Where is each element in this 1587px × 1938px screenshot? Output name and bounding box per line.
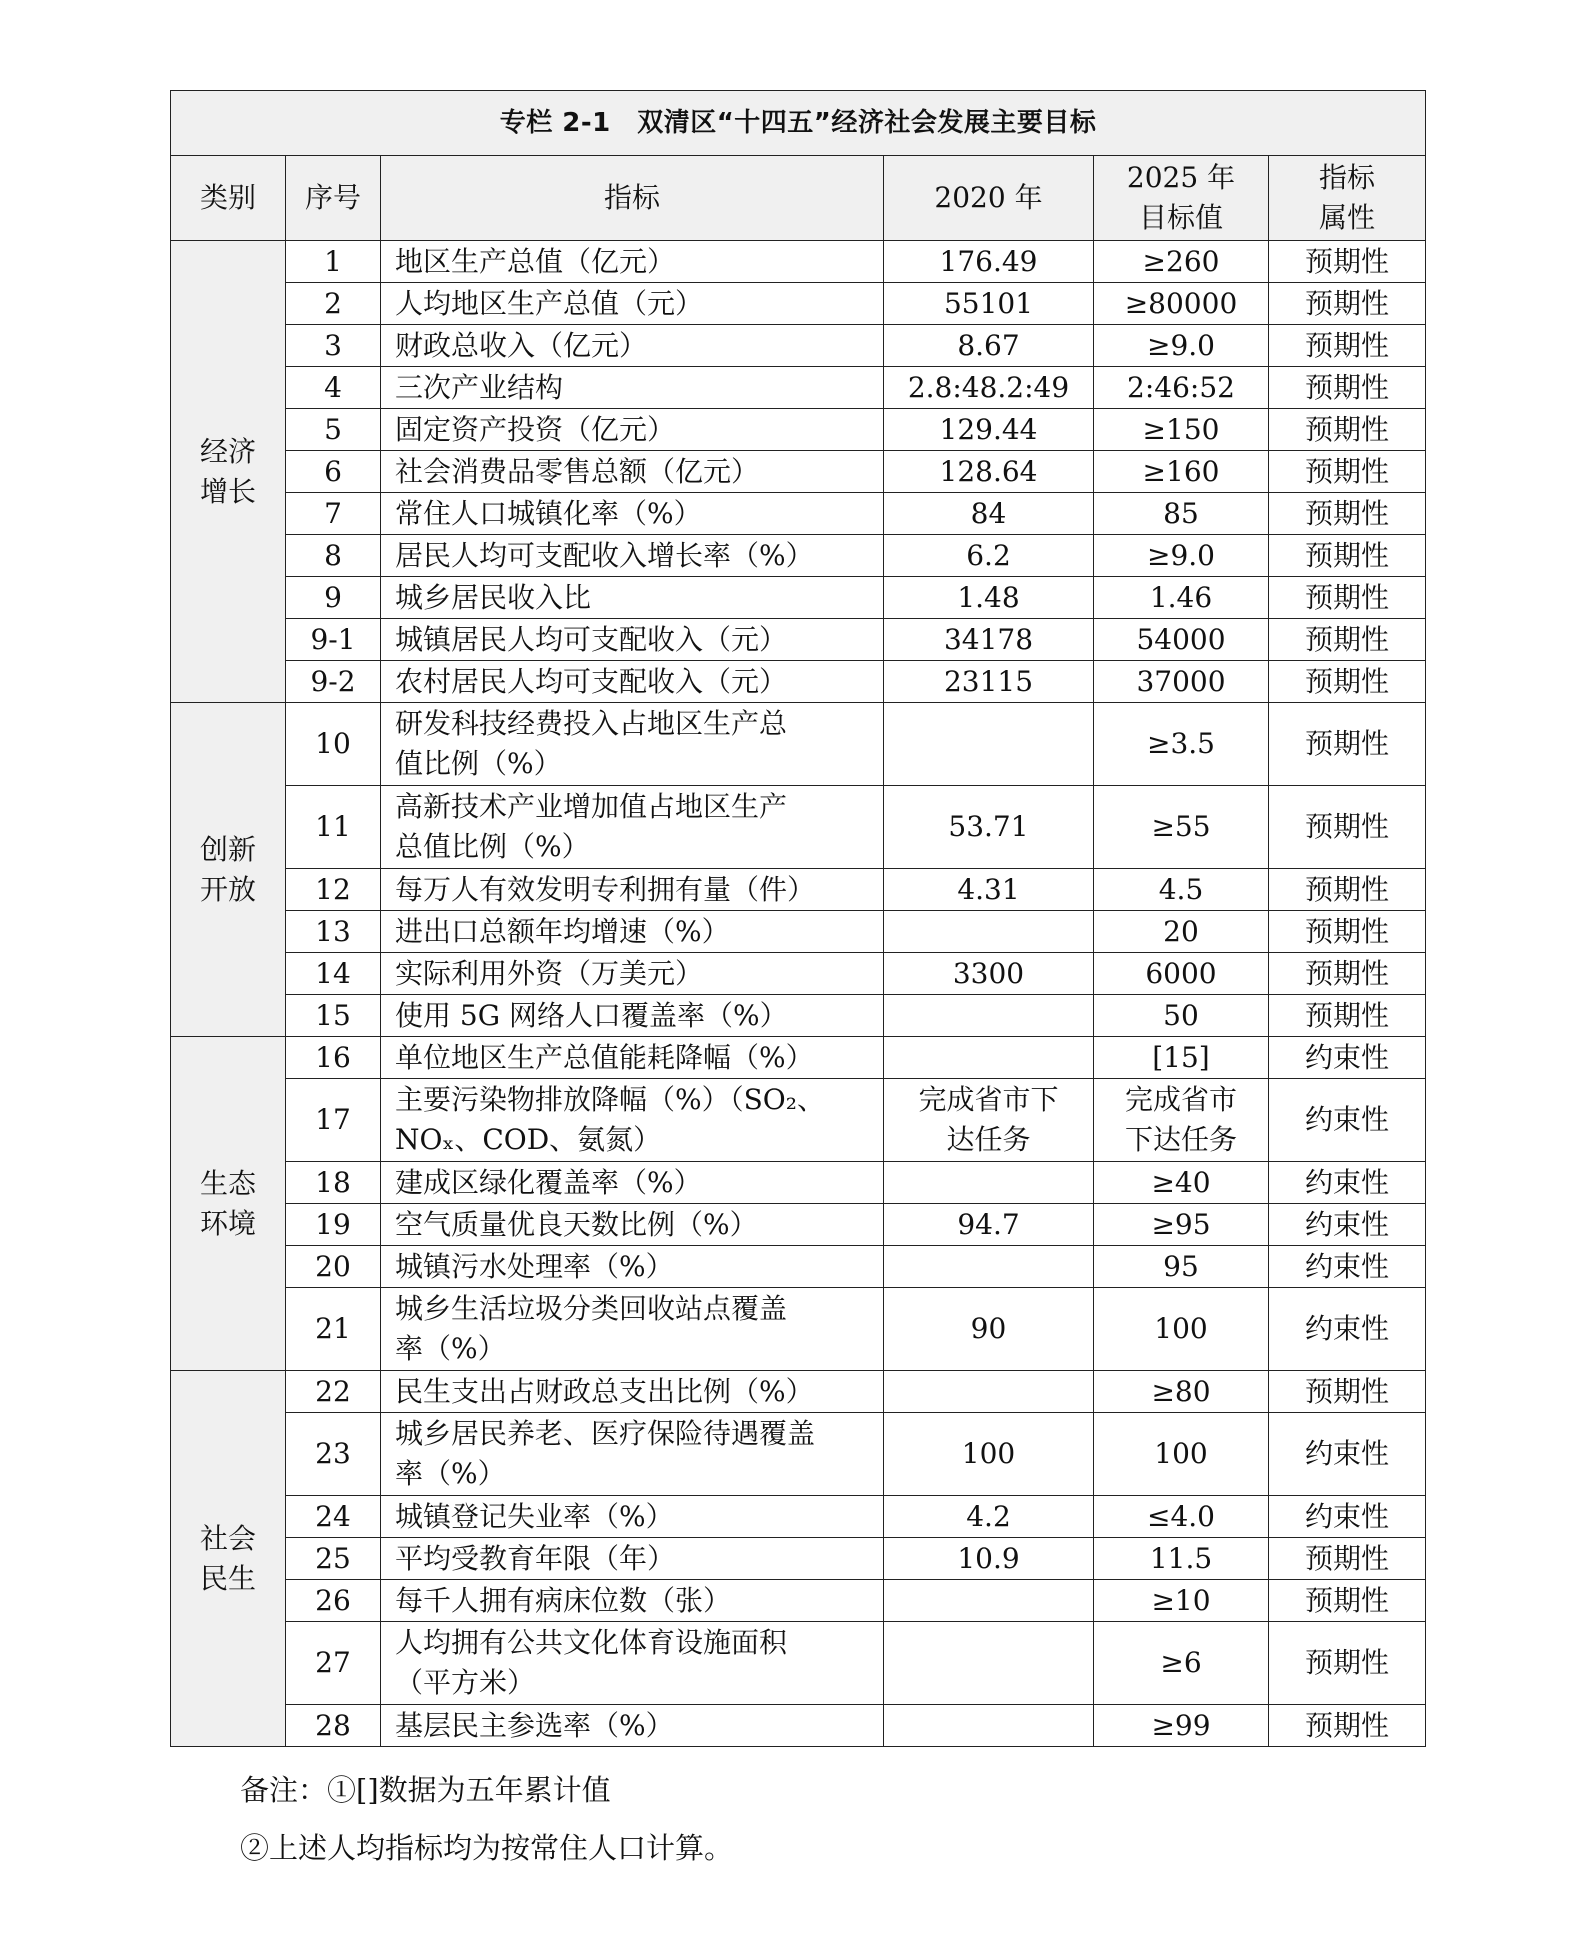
seq-cell: 9-1: [286, 619, 381, 661]
indicator-line2: NOₓ、COD、氨氮）: [395, 1123, 662, 1156]
category-line1: 经济: [199, 434, 256, 468]
value-2020-cell: [884, 703, 1094, 786]
table-row: [171, 325, 1426, 367]
table-row: [171, 1246, 1426, 1288]
target-2025-cell: ≥260: [1094, 241, 1269, 283]
category-cell: [171, 703, 286, 1037]
indicator-cell: 空气质量优良天数比例（%）: [381, 1204, 884, 1246]
attribute-cell: 约束性: [1269, 1413, 1426, 1496]
table-row: [171, 786, 1426, 869]
target-2025-cell: ≥40: [1094, 1162, 1269, 1204]
target-2025-cell: 4.5: [1094, 869, 1269, 911]
note-2: ②上述人均指标均为按常住人口计算。: [240, 1831, 734, 1865]
target-2025-cell: 20: [1094, 911, 1269, 953]
seq-cell: 17: [286, 1079, 381, 1162]
attribute-cell: 预期性: [1269, 786, 1426, 869]
target-2025-cell: ≥10: [1094, 1580, 1269, 1622]
target-2025-cell: ≥3.5: [1094, 703, 1269, 786]
value-2020-cell: [884, 1079, 1094, 1162]
seq-cell: 14: [286, 953, 381, 995]
seq-cell: 15: [286, 995, 381, 1037]
indicator-cell: 民生支出占财政总支出比例（%）: [381, 1371, 884, 1413]
seq-cell: 23: [286, 1413, 381, 1496]
attribute-cell: 预期性: [1269, 535, 1426, 577]
table-row: [171, 493, 1426, 535]
seq-cell: 3: [286, 325, 381, 367]
seq-cell: 19: [286, 1204, 381, 1246]
category-line2: 民生: [199, 1561, 256, 1595]
value-2020-cell: 10.9: [884, 1538, 1094, 1580]
seq-cell: 4: [286, 367, 381, 409]
seq-cell: 25: [286, 1538, 381, 1580]
table-row: [171, 1288, 1426, 1371]
target-2025-cell: 11.5: [1094, 1538, 1269, 1580]
target-2025-cell: ≤4.0: [1094, 1496, 1269, 1538]
indicator-cell: 三次产业结构: [381, 367, 884, 409]
category-line1: 生态: [199, 1166, 256, 1200]
table-row: [171, 1413, 1426, 1496]
target-2025-cell: 85: [1094, 493, 1269, 535]
target-2025-cell: ≥6: [1094, 1622, 1269, 1705]
target-2025-cell: [1094, 1079, 1269, 1162]
table-row: [171, 367, 1426, 409]
target-2025-cell: ≥160: [1094, 451, 1269, 493]
seq-cell: 13: [286, 911, 381, 953]
seq-cell: 6: [286, 451, 381, 493]
seq-cell: 20: [286, 1246, 381, 1288]
category-cell: [171, 241, 286, 703]
value-2020-line1: 完成省市下: [918, 1083, 1059, 1116]
attribute-cell: 预期性: [1269, 661, 1426, 703]
attribute-cell: 预期性: [1269, 325, 1426, 367]
table-row: [171, 1705, 1426, 1747]
attribute-cell: 预期性: [1269, 1705, 1426, 1747]
table-row: [171, 535, 1426, 577]
category-cell: [171, 1371, 286, 1747]
indicator-line2: （平方米）: [395, 1666, 536, 1699]
indicator-cell: 地区生产总值（亿元）: [381, 241, 884, 283]
target-2025-cell: 6000: [1094, 953, 1269, 995]
indicator-cell: 居民人均可支配收入增长率（%）: [381, 535, 884, 577]
indicator-cell: 使用 5G 网络人口覆盖率（%）: [381, 995, 884, 1037]
target-2025-cell: 95: [1094, 1246, 1269, 1288]
seq-cell: 21: [286, 1288, 381, 1371]
value-2020-cell: 100: [884, 1413, 1094, 1496]
attribute-cell: 约束性: [1269, 1246, 1426, 1288]
value-2020-cell: 176.49: [884, 241, 1094, 283]
table-row: [171, 703, 1426, 786]
indicator-line1: 城乡居民养老、医疗保险待遇覆盖: [395, 1417, 816, 1450]
seq-cell: 16: [286, 1037, 381, 1079]
value-2020-cell: 84: [884, 493, 1094, 535]
header-row: [171, 156, 1426, 241]
indicator-cell: 每万人有效发明专利拥有量（件）: [381, 869, 884, 911]
indicator-cell: 人均地区生产总值（元）: [381, 283, 884, 325]
seq-cell: 18: [286, 1162, 381, 1204]
table-row: [171, 451, 1426, 493]
header-category: 类别: [171, 156, 286, 241]
indicator-cell: 基层民主参选率（%）: [381, 1705, 884, 1747]
value-2020-cell: 34178: [884, 619, 1094, 661]
value-2020-cell: 4.31: [884, 869, 1094, 911]
attribute-cell: 预期性: [1269, 283, 1426, 325]
table-row: [171, 661, 1426, 703]
notes: [170, 1761, 1425, 1877]
attribute-cell: 预期性: [1269, 409, 1426, 451]
category-cell: [171, 1037, 286, 1371]
value-2020-cell: [884, 1246, 1094, 1288]
table-row: [171, 1538, 1426, 1580]
indicator-line1: 研发科技经费投入占地区生产总: [395, 707, 788, 740]
value-2020-cell: 23115: [884, 661, 1094, 703]
seq-cell: 5: [286, 409, 381, 451]
indicator-cell: 进出口总额年均增速（%）: [381, 911, 884, 953]
value-2020-cell: 3300: [884, 953, 1094, 995]
category-line1: 社会: [199, 1521, 256, 1555]
attribute-cell: 预期性: [1269, 953, 1426, 995]
header-indicator: 指标: [381, 156, 884, 241]
header-attr-line1: 指标: [1319, 161, 1376, 194]
attribute-cell: 约束性: [1269, 1496, 1426, 1538]
target-2025-cell: 50: [1094, 995, 1269, 1037]
seq-cell: 24: [286, 1496, 381, 1538]
table-wrapper: [170, 90, 1425, 1877]
table-row: [171, 283, 1426, 325]
value-2020-cell: 90: [884, 1288, 1094, 1371]
value-2020-cell: 4.2: [884, 1496, 1094, 1538]
indicator-line1: 主要污染物排放降幅（%）（SO₂、: [395, 1083, 825, 1116]
header-seq: 序号: [286, 156, 381, 241]
value-2020-cell: 94.7: [884, 1204, 1094, 1246]
category-line2: 环境: [199, 1206, 256, 1240]
seq-cell: 27: [286, 1622, 381, 1705]
value-2020-cell: [884, 911, 1094, 953]
note-1: 备注：①[]数据为五年累计值: [240, 1773, 611, 1807]
category-line2: 开放: [199, 872, 256, 906]
seq-cell: 26: [286, 1580, 381, 1622]
table-row: [171, 409, 1426, 451]
target-2025-cell: ≥99: [1094, 1705, 1269, 1747]
table-row: [171, 241, 1426, 283]
attribute-cell: 预期性: [1269, 241, 1426, 283]
attribute-cell: 预期性: [1269, 1580, 1426, 1622]
target-2025-cell: ≥80: [1094, 1371, 1269, 1413]
indicator-cell: [381, 1288, 884, 1371]
target-2025-cell: 2:46:52: [1094, 367, 1269, 409]
seq-cell: 9: [286, 577, 381, 619]
indicator-cell: [381, 1622, 884, 1705]
target-2025-cell: 54000: [1094, 619, 1269, 661]
attribute-cell: 约束性: [1269, 1162, 1426, 1204]
table-row: [171, 1204, 1426, 1246]
header-2025-target: [1094, 156, 1269, 241]
target-2025-cell: [15]: [1094, 1037, 1269, 1079]
value-2020-cell: [884, 1037, 1094, 1079]
seq-cell: 12: [286, 869, 381, 911]
indicator-cell: 城镇污水处理率（%）: [381, 1246, 884, 1288]
attribute-cell: 预期性: [1269, 869, 1426, 911]
attribute-cell: 预期性: [1269, 1622, 1426, 1705]
indicator-line1: 高新技术产业增加值占地区生产: [395, 790, 788, 823]
table-row: [171, 577, 1426, 619]
indicator-cell: [381, 786, 884, 869]
header-2025-line2: 目标值: [1138, 201, 1223, 234]
seq-cell: 2: [286, 283, 381, 325]
value-2020-cell: [884, 1580, 1094, 1622]
indicator-line2: 率（%）: [395, 1332, 506, 1365]
value-2020-cell: 1.48: [884, 577, 1094, 619]
attribute-cell: 预期性: [1269, 911, 1426, 953]
table-row: [171, 995, 1426, 1037]
indicator-cell: 农村居民人均可支配收入（元）: [381, 661, 884, 703]
target-2025-cell: 100: [1094, 1413, 1269, 1496]
indicator-cell: 城镇登记失业率（%）: [381, 1496, 884, 1538]
attribute-cell: 约束性: [1269, 1079, 1426, 1162]
attribute-cell: 预期性: [1269, 367, 1426, 409]
seq-cell: 28: [286, 1705, 381, 1747]
table-row: [171, 953, 1426, 995]
table-row: [171, 1079, 1426, 1162]
value-2020-cell: [884, 1162, 1094, 1204]
attribute-cell: 预期性: [1269, 493, 1426, 535]
value-2020-cell: [884, 1705, 1094, 1747]
seq-cell: 7: [286, 493, 381, 535]
value-2020-cell: 53.71: [884, 786, 1094, 869]
header-attribute: [1269, 156, 1426, 241]
indicator-cell: 固定资产投资（亿元）: [381, 409, 884, 451]
seq-cell: 22: [286, 1371, 381, 1413]
seq-cell: 10: [286, 703, 381, 786]
indicator-line1: 城乡生活垃圾分类回收站点覆盖: [395, 1292, 788, 1325]
target-2025-cell: ≥150: [1094, 409, 1269, 451]
table-row: [171, 1037, 1426, 1079]
table-row: [171, 911, 1426, 953]
value-2020-cell: 8.67: [884, 325, 1094, 367]
value-2020-cell: [884, 995, 1094, 1037]
seq-cell: 9-2: [286, 661, 381, 703]
indicator-line2: 值比例（%）: [395, 747, 562, 780]
attribute-cell: 预期性: [1269, 1538, 1426, 1580]
indicator-cell: 建成区绿化覆盖率（%）: [381, 1162, 884, 1204]
indicator-line1: 人均拥有公共文化体育设施面积: [395, 1626, 788, 1659]
indicator-cell: 单位地区生产总值能耗降幅（%）: [381, 1037, 884, 1079]
indicator-cell: 常住人口城镇化率（%）: [381, 493, 884, 535]
value-2020-cell: [884, 1371, 1094, 1413]
table-row: [171, 869, 1426, 911]
seq-cell: 8: [286, 535, 381, 577]
indicator-line2: 率（%）: [395, 1457, 506, 1490]
seq-cell: 11: [286, 786, 381, 869]
indicator-cell: 城镇居民人均可支配收入（元）: [381, 619, 884, 661]
table-row: [171, 1622, 1426, 1705]
target-2025-cell: ≥55: [1094, 786, 1269, 869]
value-2020-cell: [884, 1622, 1094, 1705]
table-row: [171, 1162, 1426, 1204]
header-attr-line2: 属性: [1319, 201, 1376, 234]
attribute-cell: 预期性: [1269, 1371, 1426, 1413]
table-row: [171, 1496, 1426, 1538]
target-2025-cell: ≥95: [1094, 1204, 1269, 1246]
attribute-cell: 约束性: [1269, 1037, 1426, 1079]
target-2025-cell: ≥9.0: [1094, 535, 1269, 577]
attribute-cell: 约束性: [1269, 1288, 1426, 1371]
value-2020-cell: 55101: [884, 283, 1094, 325]
indicator-cell: 每千人拥有病床位数（张）: [381, 1580, 884, 1622]
category-line2: 增长: [199, 474, 256, 508]
attribute-cell: 预期性: [1269, 995, 1426, 1037]
target-2025-cell: ≥80000: [1094, 283, 1269, 325]
indicator-cell: [381, 703, 884, 786]
value-2020-cell: 128.64: [884, 451, 1094, 493]
target-2025-cell: 100: [1094, 1288, 1269, 1371]
table-row: [171, 1371, 1426, 1413]
table-row: [171, 1580, 1426, 1622]
category-line1: 创新: [199, 832, 256, 866]
targets-table: [170, 90, 1426, 1747]
indicator-cell: 社会消费品零售总额（亿元）: [381, 451, 884, 493]
table-row: [171, 619, 1426, 661]
target-2025-cell: ≥9.0: [1094, 325, 1269, 367]
indicator-cell: 实际利用外资（万美元）: [381, 953, 884, 995]
table-title: 专栏 2-1 双清区“十四五”经济社会发展主要目标: [171, 91, 1426, 156]
attribute-cell: 预期性: [1269, 703, 1426, 786]
indicator-line2: 总值比例（%）: [395, 830, 590, 863]
attribute-cell: 预期性: [1269, 619, 1426, 661]
attribute-cell: 约束性: [1269, 1204, 1426, 1246]
header-2025-line1: 2025 年: [1126, 161, 1236, 194]
header-2020: 2020 年: [884, 156, 1094, 241]
seq-cell: 1: [286, 241, 381, 283]
indicator-cell: [381, 1413, 884, 1496]
target-2025-line1: 完成省市: [1124, 1083, 1237, 1116]
attribute-cell: 预期性: [1269, 451, 1426, 493]
value-2020-cell: 6.2: [884, 535, 1094, 577]
indicator-cell: 平均受教育年限（年）: [381, 1538, 884, 1580]
value-2020-cell: 129.44: [884, 409, 1094, 451]
target-2025-line2: 下达任务: [1124, 1123, 1237, 1156]
indicator-cell: [381, 1079, 884, 1162]
indicator-cell: 城乡居民收入比: [381, 577, 884, 619]
target-2025-cell: 37000: [1094, 661, 1269, 703]
attribute-cell: 预期性: [1269, 577, 1426, 619]
target-2025-cell: 1.46: [1094, 577, 1269, 619]
value-2020-line2: 达任务: [946, 1123, 1031, 1156]
value-2020-cell: 2.8:48.2:49: [884, 367, 1094, 409]
indicator-cell: 财政总收入（亿元）: [381, 325, 884, 367]
